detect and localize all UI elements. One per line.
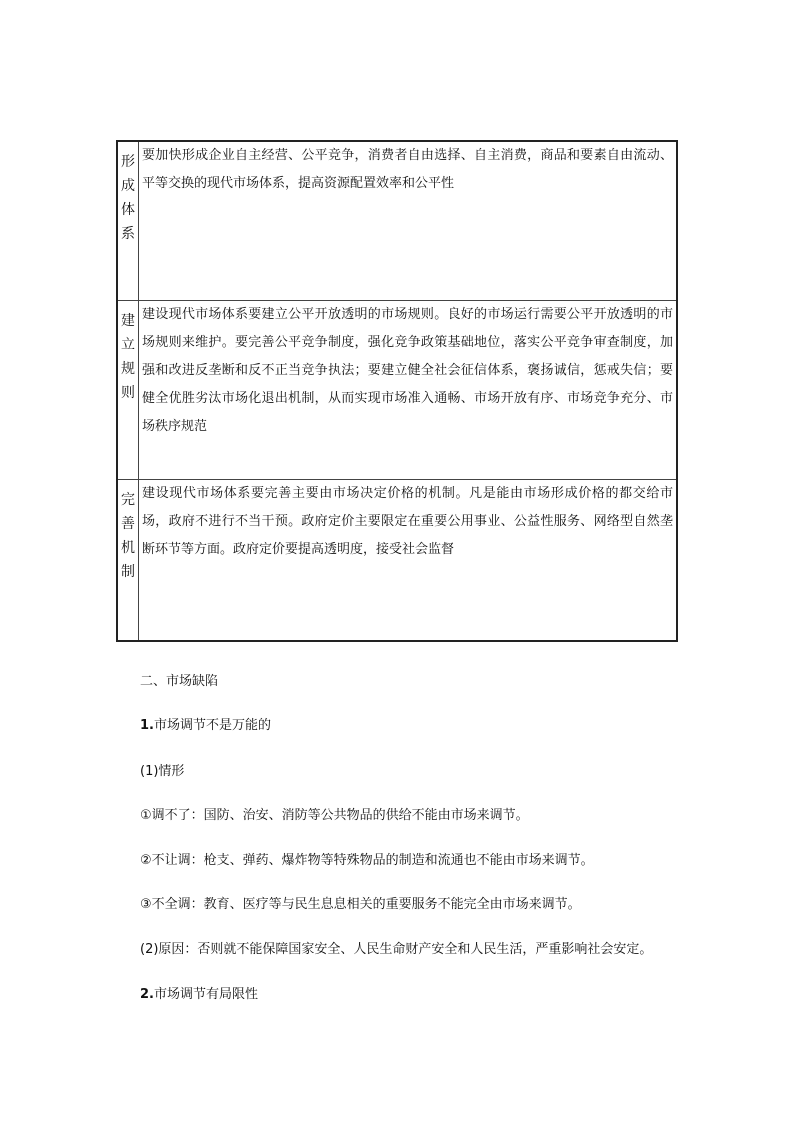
row-label-char: 立 (121, 337, 135, 353)
row-label-char: 体 (121, 202, 135, 218)
row-label-char: 完 (121, 492, 135, 508)
row-content: 要加快形成企业自主经营、公平竞争，消费者自由选择、自主消费，商品和要素自由流动、平等交换的现代市场体系，提高资源配置效率和公平性 (139, 141, 678, 301)
item-number: 1. (140, 718, 154, 733)
row-label-char: 规 (121, 361, 135, 377)
item-title: 市场调节不是万能的 (153, 718, 271, 733)
row-label (117, 141, 139, 301)
row-label-char: 系 (121, 226, 135, 242)
point-item: ③不全调：教育、医疗等与民生息息相关的重要服务不能完全由市场来调节。 (140, 897, 581, 912)
item-title: 市场调节有局限性 (153, 987, 258, 1002)
item-number: 2. (140, 987, 154, 1002)
row-label-char: 机 (121, 540, 135, 556)
row-label-char: 则 (121, 385, 135, 401)
row-label-char: 成 (121, 178, 135, 194)
item-heading-1 (140, 716, 271, 736)
table-row (117, 301, 677, 480)
point-item: ②不让调：枪支、弹药、爆炸物等特殊物品的制造和流通也不能由市场来调节。 (140, 853, 594, 868)
subheading-situation: (1)情形 (140, 764, 185, 779)
point-item: ①调不了：国防、治安、消防等公共物品的供给不能由市场来调节。 (140, 808, 529, 823)
row-label-char: 形 (121, 154, 135, 170)
row-content: 建设现代市场体系要建立公平开放透明的市场规则。良好的市场运行需要公平开放透明的市场规则来维护。要完善公平竞争制度，强化竞争政策基础地位，落实公平竞争审查制度，加强和改进反垄断和反不正当竞争执法；要建立健全社会征信体系，褒扬诚信，惩戒失信；要健全优胜劣汰市场化退出机制，从而实现市场准入通畅、市场开放有序、市场竞争充分、市场秩序规范 (139, 301, 678, 480)
row-label (117, 480, 139, 642)
row-label-char: 建 (121, 313, 135, 329)
subheading-reason: (2)原因：否则就不能保障国家安全、人民生命财产安全和人民生活，严重影响社会安定。 (140, 942, 653, 957)
table-row (117, 480, 677, 642)
row-label (117, 301, 139, 480)
comparison-table (116, 140, 678, 642)
item-heading-2 (140, 985, 258, 1005)
row-label-char: 善 (121, 516, 135, 532)
row-label-char: 制 (121, 564, 135, 580)
section-heading: 二、市场缺陷 (140, 674, 219, 689)
table-row (117, 141, 677, 301)
row-content: 建设现代市场体系要完善主要由市场决定价格的机制。凡是能由市场形成价格的都交给市场，政府不进行不当干预。政府定价主要限定在重要公用事业、公益性服务、网络型自然垄断环节等方面。政府定价要提高透明度，接受社会监督 (139, 480, 678, 642)
